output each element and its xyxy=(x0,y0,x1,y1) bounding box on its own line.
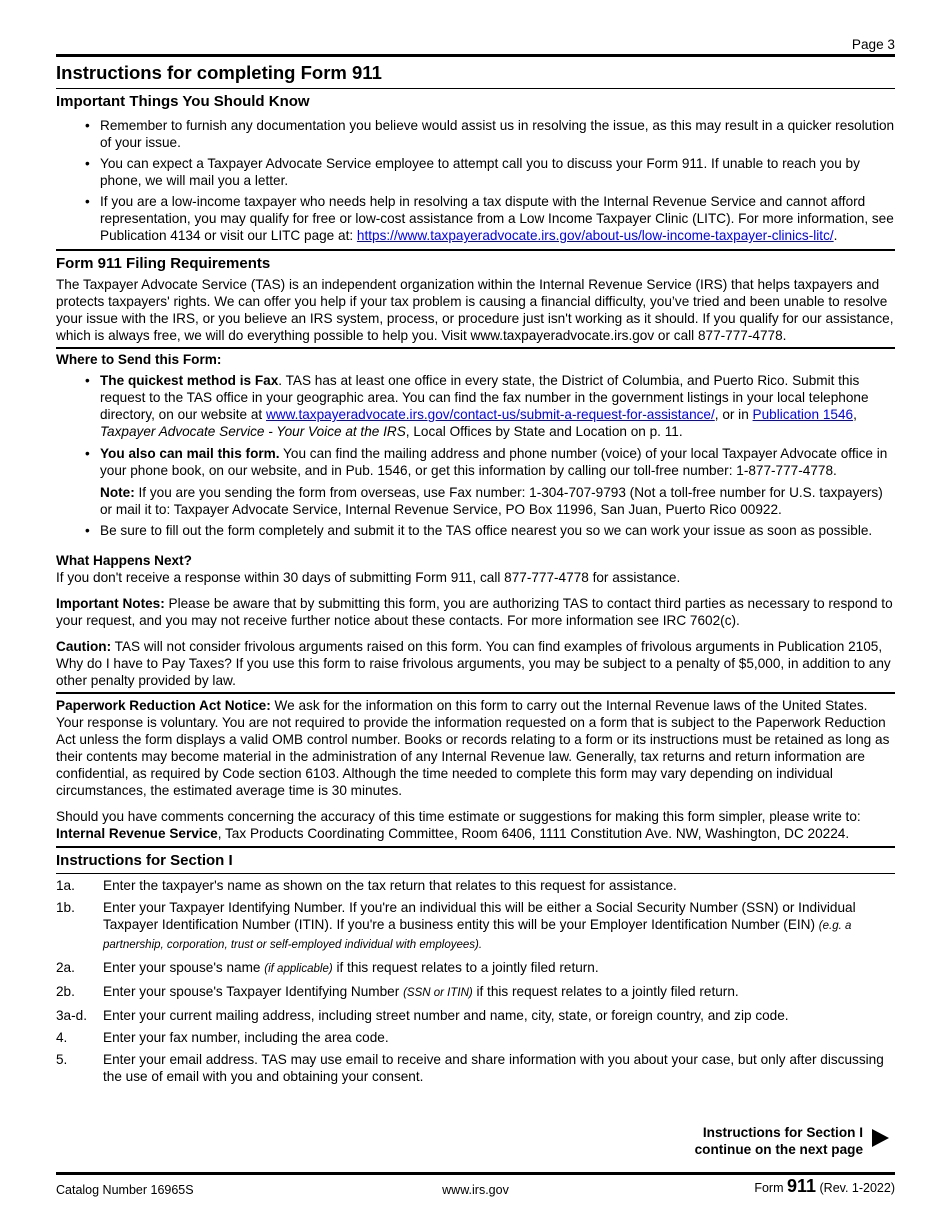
list-item: • Be sure to fill out the form completely and submit it to the TAS office nearest you so we can work your issue as soon as possible. xyxy=(85,523,873,538)
right-arrow-icon xyxy=(872,1129,889,1147)
list-item: • The quickest method is Fax. TAS has at least one office in every state, the District of Columbia, and Puerto Rico. Submit this request to the TAS office in your geographic area. You can find the fax number in the government listings in your local telephone directory, on our website at www.taxpayeradvocate.irs.gov/contact-us/submit-a-request-for-assistance/, or in Publication 1546, Taxpayer Advocate Service - Your Voice at the IRS, Local Offices by State and Location on p. 11. xyxy=(85,373,869,439)
list-item: • You can expect a Taxpayer Advocate Service employee to attempt call you to discuss your Form 911. If unable to reach you by phone, we will mail you a letter. xyxy=(85,156,860,188)
catalog-number: Catalog Number 16965S xyxy=(56,1183,194,1197)
filing-heading: Form 911 Filing Requirements xyxy=(56,255,271,272)
next-body: If you don't receive a response within 30 days of submitting Form 911, call 877-777-4778 for assistance. xyxy=(56,570,681,585)
important-list xyxy=(56,117,895,244)
caution: Caution: TAS will not consider frivolous arguments raised on this form. You can find examples of frivolous arguments in Publication 2105, Why do I have to Pay Taxes? If you use this form to raise frivolous arguments, you may be subject to a penalty of $5,000, in addition to any other penalty provided by law. xyxy=(56,639,891,688)
filing-body: The Taxpayer Advocate Service (TAS) is an independent organization within the Internal Revenue Service (IRS) that helps taxpayers and protects taxpayers' rights. We can offer you help if your tax problem is causing a financial difficulty, you’ve tried and been unable to resolve your issue with the IRS, or you believe an IRS system, process, or procedure just isn't working as it should. If you qualify for our assistance, which is always free, we will do everything possible to help you. Visit www.taxpayeradvocate.irs.gov or call 877-777-4778. xyxy=(56,277,894,343)
list-item: 1a. Enter the taxpayer's name as shown on the tax return that relates to this request for assistance. xyxy=(56,878,677,893)
list-item: 4. Enter your fax number, including the area code. xyxy=(56,1030,389,1045)
paperwork-notice: Paperwork Reduction Act Notice: We ask for the information on this form to carry out the Internal Revenue laws of the United States. Your response is voluntary. You are not required to provide the information requested on a form that is subject to the Paperwork Reduction Act unless the form displays a valid OMB control number. Books or records relating to a form or its instructions must be retained as long as their contents may become material in the administration of any Internal Revenue law. Generally, tax returns and return information are confidential, as required by Code section 6103. Although the time needed to complete this form may vary depending on individual circumstances, the estimated average time is 30 minutes. xyxy=(56,698,890,798)
list-item: • Remember to furnish any documentation you believe would assist us in resolving the issue, as this may result in a quicker resolution of your issue. xyxy=(85,118,895,150)
list-item: • If you are a low-income taxpayer who needs help in resolving a tax dispute with the Internal Revenue Service and cannot afford representation, you may qualify for free or low-cost assistance from a Low Income Taxpayer Clinic (LITC). For more information, see Publication 4134 or visit our LITC page at: https://www.taxpayeradvocate.irs.gov/about-us/low-income-taxpayer-clinics-litc/. xyxy=(85,194,894,243)
section1-heading: Instructions for Section I xyxy=(56,852,233,869)
list-item: 2a. Enter your spouse's name (if applicable) if this request relates to a jointly filed return. xyxy=(56,960,599,975)
list-item: 1b. Enter your Taxpayer Identifying Number. If you're an individual this will be either a Social Security Number (SSN) or Individual Taxpayer Identification Number (ITIN). If you're a business entity this will be your Employer Identification Number (EIN) (e.g. a partnership, corporation, trust or self-employed individual with employees). xyxy=(56,900,856,951)
page-title: Instructions for completing Form 911 xyxy=(56,62,382,83)
continue-notice: Instructions for Section I continue on the next page xyxy=(595,1124,895,1158)
list-item: 2b. Enter your spouse's Taxpayer Identifying Number (SSN or ITIN) if this request relates to a jointly filed return. xyxy=(56,984,739,999)
page-footer xyxy=(56,1172,895,1203)
where-list xyxy=(56,372,895,539)
list-item: 3a-d. Enter your current mailing address, including street number and name, city, state, or foreign country, and zip code. xyxy=(56,1008,789,1023)
comments-paragraph: Should you have comments concerning the accuracy of this time estimate or suggestions for making this form simpler, please write to: Internal Revenue Service, Tax Products Coordinating Committee, Room 6406, 1111 Constitution Ave. NW, Washington, DC 20224. xyxy=(56,809,861,841)
submit-request-link[interactable]: www.taxpayeradvocate.irs.gov/contact-us/submit-a-request-for-assistance/ xyxy=(265,407,715,422)
form-id: Form 911 (Rev. 1-2022) xyxy=(754,1176,895,1196)
page-number: Page 3 xyxy=(851,37,895,52)
list-item: • You also can mail this form. You can find the mailing address and phone number (voice) of your local Taxpayer Advocate office in your phone book, on our website, and in Pub. 1546, or get this information by calling our toll-free number: 1-877-777-4778. Note: If you are you sending the form from overseas, use Fax number: 1-304-707-9793 (Not a toll-free number for U.S. taxpayers) or mail it to: Taxpayer Advocate Service, Internal Revenue Service, PO Box 11996, San Juan, Puerto Rico 00922. xyxy=(56,445,895,518)
list-item: 5. Enter your email address. TAS may use email to receive and share information with you about your case, but only after discussing the use of email with you and obtaining your consent. xyxy=(56,1052,884,1084)
important-heading: Important Things You Should Know xyxy=(56,93,310,110)
publication-1546-link[interactable]: Publication 1546 xyxy=(752,407,854,422)
website: www.irs.gov xyxy=(442,1183,509,1197)
important-notes: Important Notes: Please be aware that by submitting this form, you are authorizing TAS to contact third parties as necessary to respond to your request, and you may not receive further notice about these contacts. For more information see IRC 7602(c). xyxy=(56,596,893,628)
section1-list xyxy=(56,877,895,1085)
overseas-note: Note: If you are you sending the form from overseas, use Fax number: 1-304-707-9793 (Not a toll-free number for U.S. taxpayers) or mail it to: Taxpayer Advocate Service, Internal Revenue Service, PO Box 11996, San Juan, Puerto Rico 00922. xyxy=(100,485,883,517)
next-heading: What Happens Next? xyxy=(56,553,192,568)
where-heading: Where to Send this Form: xyxy=(56,352,222,367)
litc-link[interactable]: https://www.taxpayeradvocate.irs.gov/about-us/low-income-taxpayer-clinics-litc/ xyxy=(356,228,834,243)
